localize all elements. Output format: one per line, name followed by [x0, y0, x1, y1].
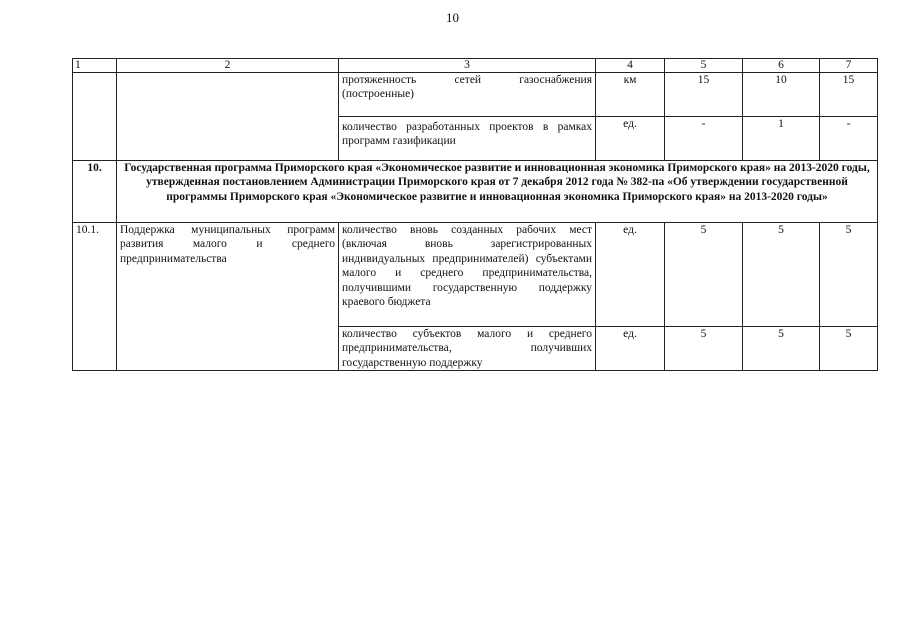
- empty-cell: [117, 73, 339, 161]
- indicator-cell: количество разработанных проектов в рамках программ газификации: [339, 117, 596, 161]
- value-cell: 15: [665, 73, 743, 117]
- value-cell: 1: [743, 117, 820, 161]
- unit-cell: ед.: [596, 117, 665, 161]
- column-number: 4: [596, 59, 665, 73]
- measure-number: 10.1.: [73, 223, 117, 371]
- program-row: [73, 161, 878, 223]
- unit-cell: км: [596, 73, 665, 117]
- table-row: [73, 73, 878, 117]
- value-cell: -: [820, 117, 878, 161]
- value-cell: 15: [820, 73, 878, 117]
- indicator-cell: количество субъектов малого и среднего предпринимательства, получивших государственную поддержку: [339, 327, 596, 371]
- value-cell: 5: [743, 223, 820, 327]
- column-number: 3: [339, 59, 596, 73]
- indicator-cell: количество вновь созданных рабочих мест (включая вновь зарегистрированных индивидуальных предпринимателей) субъектами малого и среднего предпринимательства, получившими государственную поддержку краевого бюджета: [339, 223, 596, 327]
- column-number: 2: [117, 59, 339, 73]
- indicator-cell: протяженность сетей газоснабжения (построенные): [339, 73, 596, 117]
- unit-cell: ед.: [596, 223, 665, 327]
- value-cell: -: [665, 117, 743, 161]
- value-cell: 5: [665, 327, 743, 371]
- value-cell: 5: [743, 327, 820, 371]
- column-number: 6: [743, 59, 820, 73]
- table-row: [73, 223, 878, 327]
- empty-cell: [73, 73, 117, 161]
- value-cell: 5: [820, 327, 878, 371]
- value-cell: 5: [820, 223, 878, 327]
- value-cell: 5: [665, 223, 743, 327]
- column-number: 1: [73, 59, 117, 73]
- unit-cell: ед.: [596, 327, 665, 371]
- program-number: 10.: [73, 161, 117, 223]
- program-title: Государственная программа Приморского края «Экономическое развитие и инновационная экономика Приморского края» на 2013-2020 годы, утвержденная постановлением Администрации Приморского края от 7 декабря 2012 года № 382-па «Об утверждении государственной программы Приморского края «Экономическое развитие и инновационная экономика Приморского края» на 2013-2020 годы»: [117, 161, 878, 223]
- value-cell: 10: [743, 73, 820, 117]
- page-number: 10: [446, 10, 459, 25]
- measure-name: Поддержка муниципальных программ развития малого и среднего предпринимательства: [117, 223, 339, 371]
- column-number-row: [73, 59, 878, 73]
- indicators-table: [72, 58, 878, 371]
- column-number: 5: [665, 59, 743, 73]
- column-number: 7: [820, 59, 878, 73]
